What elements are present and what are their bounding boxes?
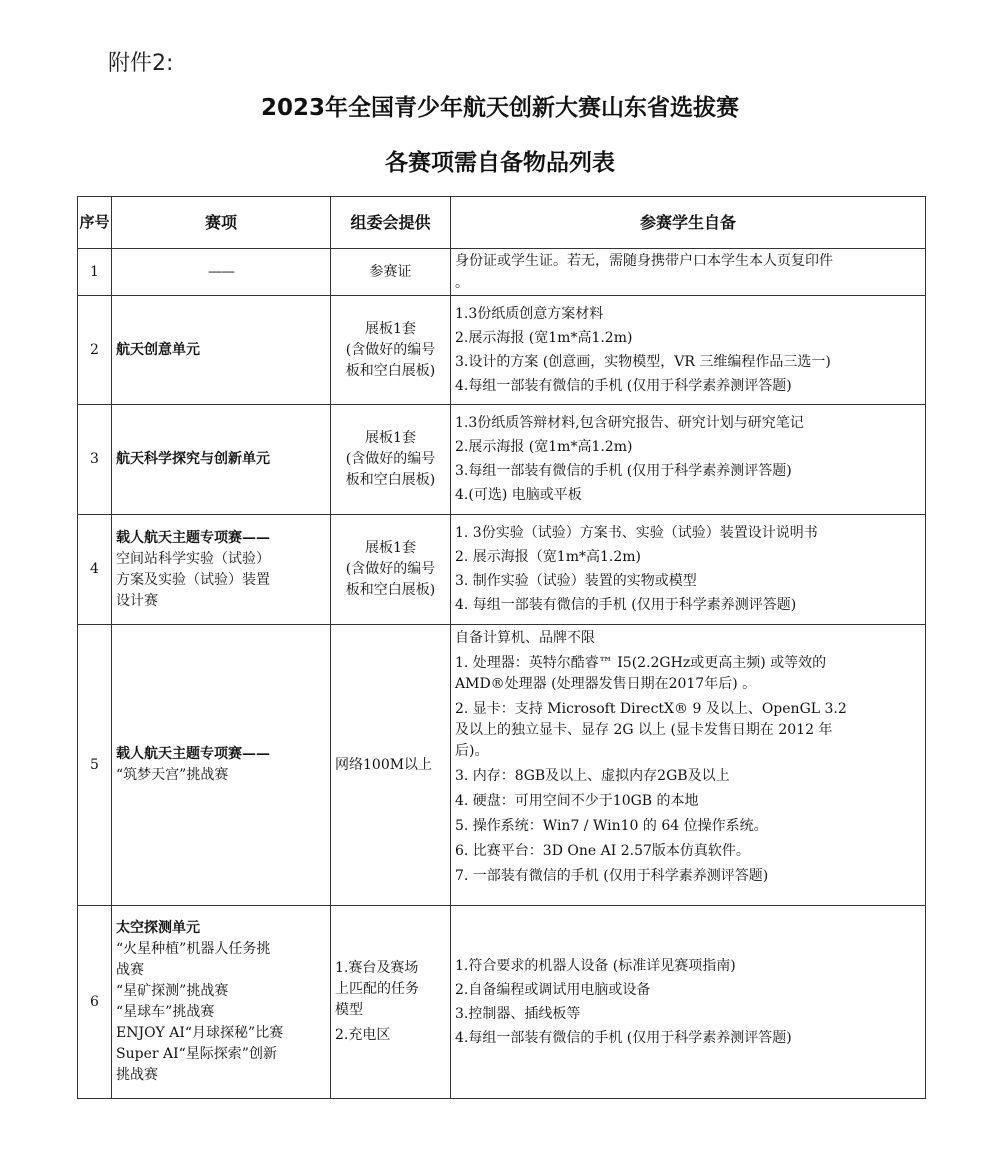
event-line: ——	[208, 263, 234, 280]
student-line: 7. 一部装有微信的手机 (仅用于科学素养测评答题)	[455, 868, 769, 884]
event-line: ENJOY AI“月球探秘”比赛	[116, 1025, 284, 1041]
student-line: 4.每组一部装有微信的手机 (仅用于科学素养测评答题)	[455, 377, 792, 394]
student-cell	[451, 405, 926, 515]
committee-line: 2.充电区	[335, 1027, 391, 1043]
committee-cell	[331, 515, 451, 625]
committee-cell	[331, 625, 451, 906]
committee-cell	[331, 249, 451, 296]
student-line: 1. 处理器：英特尔酷睿™ I5(2.2GHz或更高主频) 或等效的	[455, 655, 827, 671]
student-cell	[451, 625, 926, 906]
table-row	[78, 405, 926, 515]
header-student: 参赛学生自备	[451, 197, 926, 249]
header-seq: 序号	[78, 197, 112, 249]
student-line: 1.3份纸质答辩材料,包含研究报告、研究计划与研究笔记	[455, 415, 804, 431]
event-line: “火星种植”机器人任务挑	[116, 941, 271, 957]
event-cell	[112, 906, 331, 1099]
event-line: 方案及实验（试验）装置	[116, 571, 270, 588]
committee-line: 参赛证	[369, 263, 412, 280]
table-row	[78, 515, 926, 625]
event-cell	[112, 249, 331, 296]
student-line: 。	[455, 274, 469, 291]
items-table	[77, 196, 926, 1099]
row-number: 3	[78, 405, 112, 515]
header-event: 赛项	[112, 197, 331, 249]
committee-line: 板和空白展板)	[345, 362, 436, 379]
table-row	[78, 625, 926, 906]
student-cell	[451, 906, 926, 1099]
committee-line: 模型	[335, 1002, 363, 1018]
student-line: AMD®处理器 (处理器发售日期在2017年后) 。	[455, 676, 757, 692]
student-line: 身份证或学生证。若无，需随身携带户口本学生本人页复印件	[455, 252, 833, 269]
event-cell	[112, 405, 331, 515]
student-line: 1. 3份实验（试验）方案书、实验（试验）装置设计说明书	[455, 525, 818, 541]
committee-cell	[331, 906, 451, 1099]
table-row	[78, 249, 926, 296]
row-number: 4	[78, 515, 112, 625]
header-committee: 组委会提供	[331, 197, 451, 249]
event-cell	[112, 296, 331, 405]
committee-line: 展板1套	[365, 540, 416, 556]
student-cell	[451, 515, 926, 625]
student-line: 2.展示海报 (宽1m*高1.2m)	[455, 439, 633, 455]
committee-line: 展板1套	[365, 430, 416, 446]
committee-cell	[331, 405, 451, 515]
student-line: 3.设计的方案 (创意画，实物模型，VR 三维编程作品三选一)	[455, 353, 831, 370]
student-line: 1.3份纸质创意方案材料	[455, 305, 604, 322]
attachment-label: 附件2:	[108, 51, 174, 76]
event-line: Super AI“星际探索”创新	[116, 1046, 277, 1062]
document-title: 2023年全国青少年航天创新大赛山东省选拔赛	[260, 95, 739, 121]
table-row	[78, 296, 926, 405]
row-number: 5	[78, 625, 112, 906]
student-line: 后)。	[455, 743, 489, 759]
event-cell	[112, 515, 331, 625]
event-line: “星矿探测”挑战赛	[116, 983, 229, 999]
row-number: 6	[78, 906, 112, 1099]
row-number: 2	[78, 296, 112, 405]
student-line: 4. 每组一部装有微信的手机 (仅用于科学素养测评答题)	[455, 597, 797, 613]
committee-line: 上匹配的任务	[335, 981, 419, 997]
student-line: 2. 显卡：支持 Microsoft DirectX® 9 及以上、OpenGL 3.2	[455, 701, 847, 717]
student-cell	[451, 249, 926, 296]
event-line: 太空探测单元	[116, 920, 200, 936]
event-line: “筑梦天宫”挑战赛	[116, 767, 229, 783]
row-number: 1	[78, 249, 112, 296]
committee-line: (含做好的编号	[345, 341, 436, 358]
committee-line: 展板1套	[365, 320, 416, 337]
student-line: 6. 比赛平台：3D One AI 2.57版本仿真软件。	[455, 843, 750, 859]
event-line: 空间站科学实验（试验）	[116, 550, 270, 567]
event-line: 载人航天主题专项赛——	[116, 746, 270, 762]
student-line: 及以上的独立显卡、显存 2G 以上 (显卡发售日期在 2012 年	[455, 722, 833, 738]
student-line: 4. 硬盘：可用空间不少于10GB 的本地	[455, 793, 699, 809]
event-line: “星球车”挑战赛	[116, 1004, 215, 1020]
event-line: 战赛	[116, 962, 144, 978]
committee-line: 1.赛台及赛场	[335, 960, 419, 976]
committee-line: (含做好的编号	[345, 561, 436, 577]
event-line: 载人航天主题专项赛——	[116, 529, 270, 546]
document-subtitle: 各赛项需自备物品列表	[385, 150, 615, 176]
committee-line: 网络100M以上	[335, 756, 433, 773]
student-line: 5. 操作系统：Win7 / Win10 的 64 位操作系统。	[455, 818, 768, 834]
student-line: 1.符合要求的机器人设备 (标准详见赛项指南)	[455, 957, 736, 974]
event-line: 设计赛	[116, 592, 158, 609]
student-line: 4.每组一部装有微信的手机 (仅用于科学素养测评答题)	[455, 1029, 792, 1046]
event-cell	[112, 625, 331, 906]
student-line: 2.展示海报 (宽1m*高1.2m)	[455, 329, 633, 346]
committee-line: 板和空白展板)	[345, 582, 436, 598]
student-line: 3.每组一部装有微信的手机 (仅用于科学素养测评答题)	[455, 463, 792, 479]
committee-line: 板和空白展板)	[345, 472, 436, 488]
student-line: 3.控制器、插线板等	[455, 1005, 581, 1022]
student-line: 2. 展示海报（宽1m*高1.2m)	[455, 549, 641, 565]
student-line: 4.(可选) 电脑或平板	[455, 487, 582, 503]
committee-line: (含做好的编号	[345, 451, 436, 467]
student-line: 3. 制作实验（试验）装置的实物或模型	[455, 573, 697, 589]
event-line: 挑战赛	[116, 1067, 158, 1083]
table-row	[78, 906, 926, 1099]
student-line: 自备计算机、品牌不限	[455, 630, 595, 646]
student-line: 3. 内存：8GB及以上、虚拟内存2GB及以上	[455, 768, 730, 784]
event-line: 航天创意单元	[116, 341, 200, 358]
student-line: 2.自备编程或调试用电脑或设备	[455, 981, 651, 998]
student-cell	[451, 296, 926, 405]
event-line: 航天科学探究与创新单元	[116, 451, 270, 467]
table-header-row	[78, 197, 926, 249]
committee-cell	[331, 296, 451, 405]
